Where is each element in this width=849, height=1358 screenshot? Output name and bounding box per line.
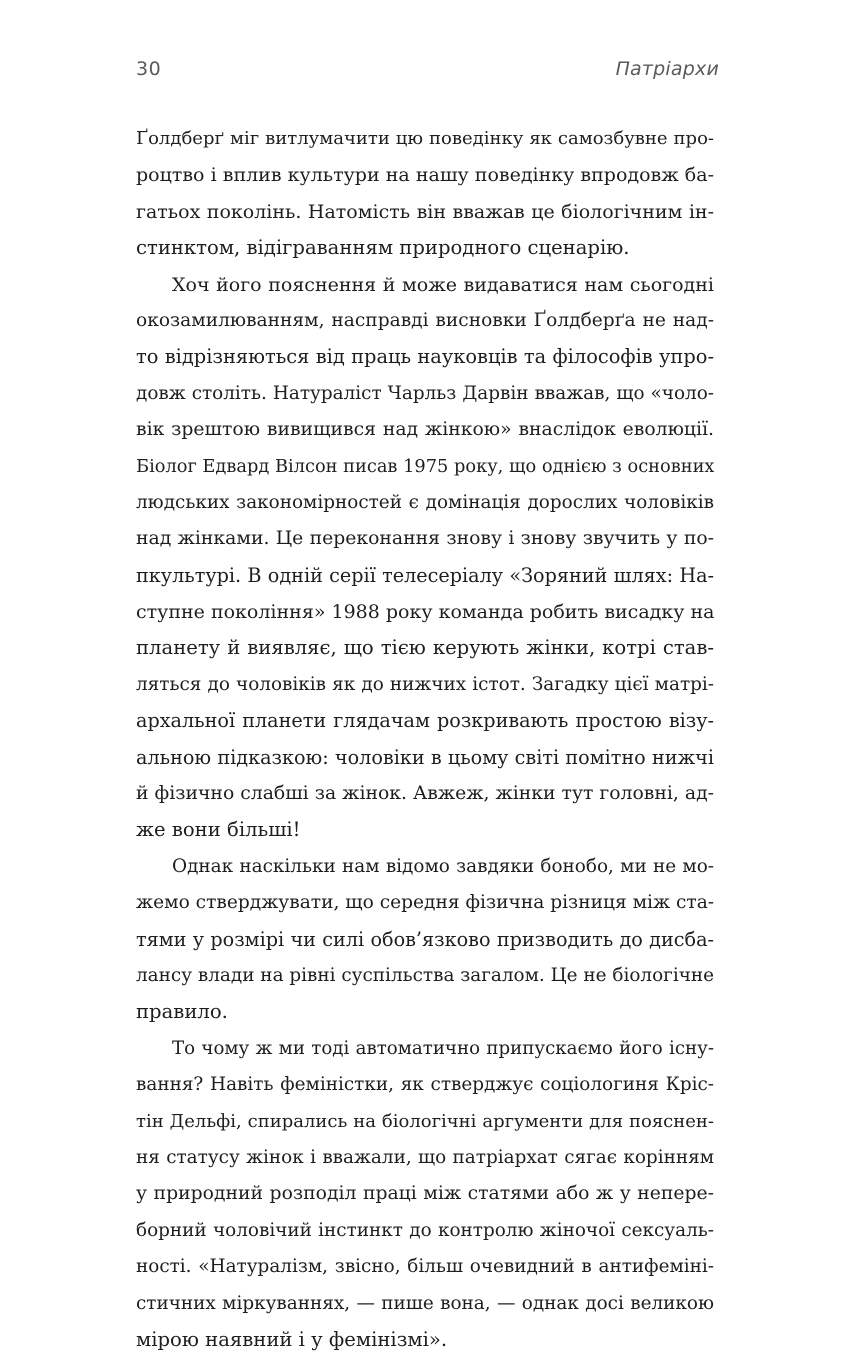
text-line: альною підказкою: чоловіки в цьому світі помітно нижчі	[136, 745, 714, 769]
text-line: тями у розмірі чи силі обов’язково призводить до дисба-	[136, 927, 714, 951]
text-line: Хоч його пояснення й може видаватися нам сьогодні	[172, 273, 714, 296]
text-line: то відрізняються від праць науковців та філософів упро-	[136, 345, 714, 369]
text-line: над жінками. Це переконання знову і знову звучить у по-	[136, 528, 714, 550]
text-line: роцтво і вплив культури на нашу поведінку впродовж ба-	[136, 164, 714, 187]
paragraph-2	[136, 267, 714, 849]
text-line: людських закономірностей є домінація дорослих чоловіків	[136, 491, 714, 513]
page-number: 30	[136, 58, 162, 80]
text-line: тін Дельфі, спирались на біологічні аргументи для пояснен-	[136, 1110, 714, 1132]
running-title: Патріархи	[615, 58, 719, 80]
text-line: Біолог Едвард Вілсон писав 1975 року, що однією з основних	[136, 455, 714, 477]
text-line: То чому ж ми тоді автоматично припускаємо його існу-	[172, 1037, 714, 1059]
text-line: Ґолдберґ міг витлумачити цю поведінку як самозбувне про-	[136, 128, 714, 149]
text-line: й фізично слабші за жінок. Авжеж, жінки тут головні, ад-	[136, 783, 714, 805]
text-line: борний чоловічий інстинкт до контролю жіночої сексуаль-	[136, 1219, 714, 1241]
text-line: же вони більші!	[136, 818, 301, 842]
text-line: планету й виявляє, що тією керують жінки, котрі став-	[136, 636, 714, 660]
text-line: ності. «Натуралізм, звісно, більш очевидний в антифеміні-	[136, 1256, 714, 1278]
paragraph-1	[136, 121, 714, 267]
paragraph-3	[136, 849, 714, 1031]
text-line: правило.	[136, 1000, 228, 1024]
text-line: мірою наявний і у фемінізмі».	[136, 1327, 448, 1351]
text-line: лансу влади на рівні суспільства загалом. Це не біологічне	[136, 964, 714, 986]
text-line: довж століть. Натураліст Чарльз Дарвін вважав, що «чоло-	[136, 382, 714, 404]
text-line: ступне покоління» 1988 року команда робить висадку на	[136, 601, 714, 624]
text-line: Однак наскільки нам відомо завдяки бонобо, ми не мо-	[172, 855, 714, 877]
text-line: пкультурі. В одній серії телесеріалу «Зоряний шлях: На-	[136, 563, 714, 587]
running-header	[136, 58, 719, 88]
text-line: стичних міркуваннях, — пише вона, — однак досі великою	[136, 1292, 714, 1314]
text-line: гатьох поколінь. Натомість він вважав це біологічним ін-	[136, 200, 714, 223]
text-line: вання? Навіть феміністки, як стверджує соціологиня Кріс-	[136, 1074, 714, 1096]
text-line: окозамилюванням, насправді висновки Ґолдберґа не над-	[136, 309, 714, 331]
text-line: жемо стверджувати, що середня фізична різниця між ста-	[136, 892, 714, 914]
text-line: ляться до чоловіків як до нижчих істот. Загадку цієї матрі-	[136, 673, 714, 695]
text-line: вік зрештою вивищився над жінкою» внаслідок еволюції.	[136, 419, 714, 441]
text-line: архальної планети глядачам розкривають простою візу-	[136, 709, 714, 733]
text-line: у природний розподіл праці між статями або ж у непере-	[136, 1183, 714, 1205]
text-line: стинктом, відіграванням природного сценарію.	[136, 236, 630, 260]
text-line: ня статусу жінок і вважали, що патріархат сягає корінням	[136, 1146, 714, 1168]
paragraph-4	[136, 1031, 714, 1358]
body-text	[136, 121, 714, 1358]
